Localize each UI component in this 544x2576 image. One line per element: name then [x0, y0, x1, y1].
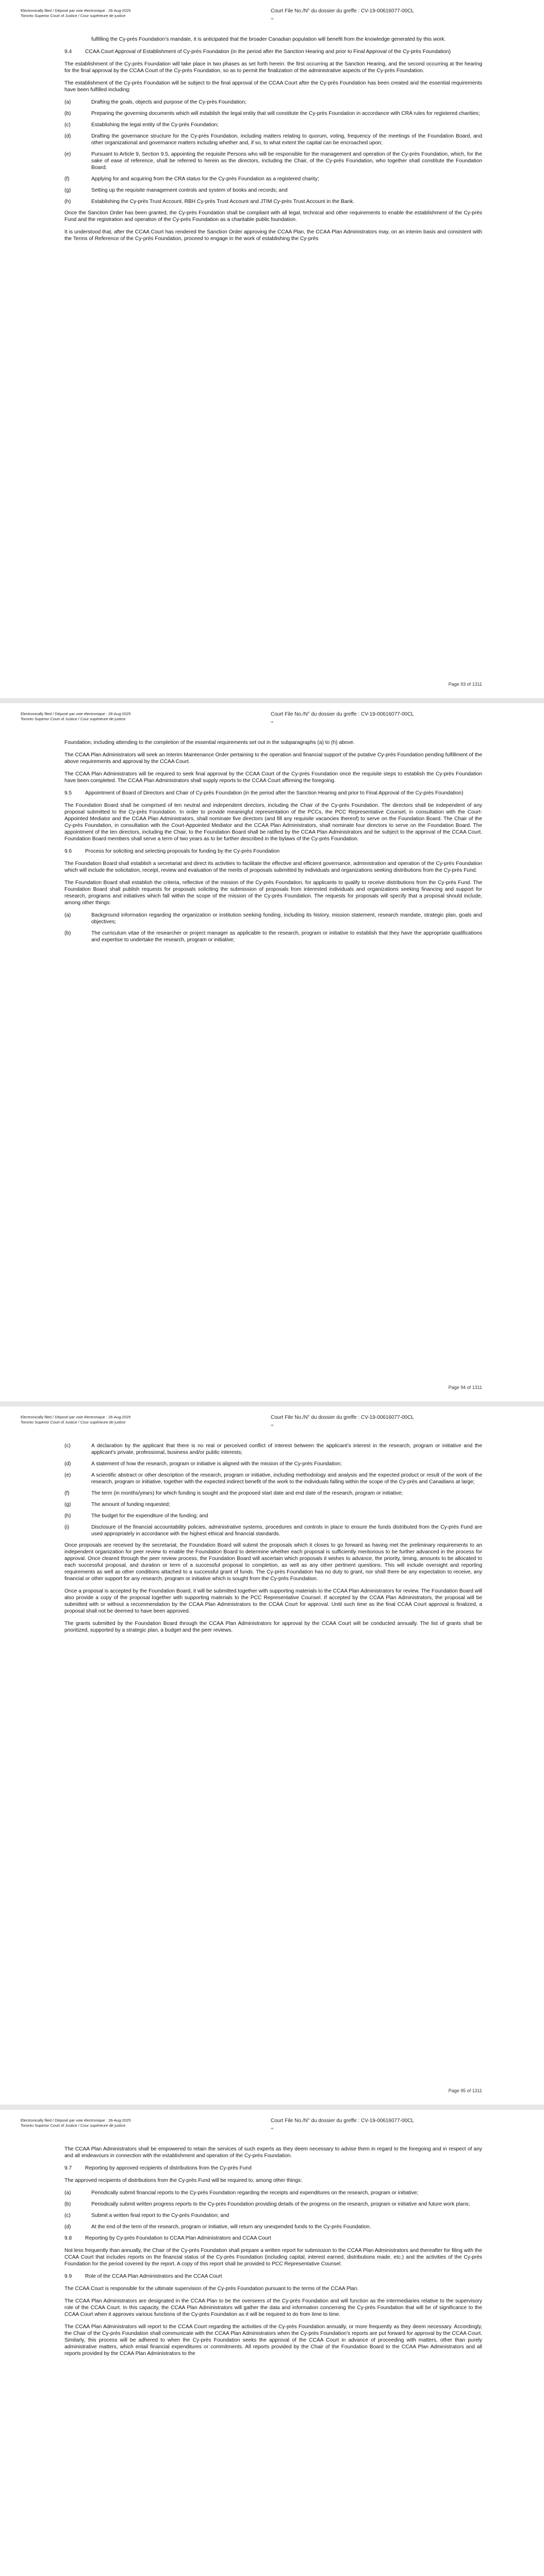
court-file-label: Court File No./N° du dossier du greffe : CV-19-00616077-00CL: [271, 8, 414, 14]
court-file-number: [271, 2118, 414, 2131]
section-heading: [64, 2235, 482, 2242]
filing-stamp: [21, 1415, 130, 1425]
list-item-label: (a): [64, 99, 71, 105]
list-item-label: (g): [64, 1502, 71, 1507]
list-item-text: The amount of funding requested;: [91, 1502, 170, 1507]
section-number: 9.6: [64, 849, 72, 854]
list-item-label: (e): [64, 151, 71, 157]
list-item: [64, 133, 482, 146]
paragraph: Once a proposal is accepted by the Foundation Board, it will be submitted together with supporting materials to the CCAA Plan Administrators for review. The Foundation Board will also provide a copy of the proposal together with supporting materials to the PCC Representative Counsel. If accepted by the CCAA Plan Administrators, the proposal will be submitted with or without a recommendation by the CCAA Plan Administrators to the CCAA Court for approval. Until such time as the final CCAA Court approval is finalized, a proposal shall not be deemed to have been approved.: [64, 1588, 482, 1614]
list-item-text: Setting up the requisite management controls and system of books and records; and: [91, 188, 288, 193]
list-item: [64, 1513, 482, 1519]
court-file-mark: ᵤᵤ: [271, 1423, 274, 1427]
court-file-number: [271, 711, 414, 725]
paragraph: Foundation, including attending to the completion of the essential requirements set out in the subparagraphs (a) to (h) above.: [64, 740, 355, 745]
section-heading: [64, 48, 482, 55]
paragraph: The approved recipients of distributions from the Cy-près Fund will be required to, among other things:: [64, 2178, 302, 2183]
list-item: [64, 122, 482, 128]
list-item-label: (e): [64, 1472, 71, 1478]
section-number: 9.8: [64, 2235, 72, 2241]
page-number: Page 93 of 1311: [448, 682, 482, 687]
filing-stamp-line2: Toronto Superior Court of Justice / Cour supérieure de justice: [21, 1420, 126, 1425]
list-item-label: (d): [64, 1461, 71, 1467]
list-item-label: (d): [64, 2224, 71, 2230]
paragraph: Once proposals are received by the secretariat, the Foundation Board will submit the proposals which it closes to go forward as having met the preliminary requirements to an independent organization for peer review to enable the Foundation Board to determine whether each proposal is sufficiently meritorious to be further advanced in the process for approval. Once cleared through the peer review process, the Foundation Board will ascertain which proposals it wishes to advance, the priority, timing, amounts to be allocated to each successful proposal, and duration or term of a successful proposal to completion, as well as any other pertinent questions. This will include oversight and reporting requirements as well as other conditions attached to a successful grant of funds. The Cy-près Foundation has no duty to grant, nor shall there be any expectation to receive, any financial or other support for any research, program or initiative which is sought from the Cy-près Foundation.: [64, 1543, 482, 1582]
page-body: [64, 36, 482, 248]
list-item-label: (c): [64, 1443, 71, 1449]
paragraph: The Foundation Board shall establish a secretariat and direct its activities to facilitate the effective and efficient governance, administration and operation of the Cy-près Foundation which will include the solicitation, receipt, review and evaluation of the merits of proposals submitted by individuals and organizations seeking distributions from the Cy-près Fund.: [64, 861, 482, 873]
section-title: Appointment of Board of Directors and Chair of Cy-près Foundation (in the period after the Sanction Hearing and prior to Final Approval of the Cy-près Foundation): [85, 790, 464, 796]
section-heading: [64, 2273, 482, 2280]
list-item-text: Applying for and acquiring from the CRA status for the Cy-près Foundation as a registered charity;: [91, 176, 319, 182]
section-title: Process for soliciting and selecting proposals for funding by the Cy-près Foundation: [85, 849, 280, 854]
page-number: Page 94 of 1311: [448, 1385, 482, 1390]
filing-stamp-line1: Electronically filed / Déposé par voie électronique : 26-Aug-2025: [21, 2118, 131, 2123]
list-item: [64, 1501, 482, 1508]
list-item: [64, 187, 482, 194]
section-title: Role of the CCAA Plan Administrators and the CCAA Court: [85, 2274, 222, 2279]
paragraph: The grants submitted by the Foundation Board through the CCAA Plan Administrators for approval by the CCAA Court will be conducted annually. The list of grants shall be prioritized, supported by a strategic plan, a budget and the peer reviews.: [64, 1621, 482, 1633]
list-item-text: The budget for the expenditure of the funding; and: [91, 1513, 208, 1519]
list-item: [64, 912, 482, 925]
section-heading: [64, 790, 482, 796]
page-body: [64, 1443, 482, 1639]
paragraph: The Foundation Board shall establish the criteria, reflective of the mission of the Cy-près Foundation, for applicants to qualify to receive distributions from the Cy-près Fund. The Foundation Board shall publish requests for proposals soliciting the submission of proposals from interested individuals and organizations seeking financing and support for research, programs and initiatives which fall within the scope of the mission of the Cy-près Foundation. The requests for proposals will specify that a proposal should include, among other things:: [64, 880, 482, 906]
section-number: 9.5: [64, 790, 72, 796]
list-item-text: The curriculum vitae of the researcher or project manager as applicable to the research, program or initiative to establish that they have the appropriate qualifications and expertise to undertake the research, program or initiative;: [91, 930, 482, 943]
paragraph: The CCAA Plan Administrators shall be empowered to retain the services of such experts as they deem necessary to advise them in regard to the foregoing and in respect of any and all endeavours in connection with the establishment and operation of the Cy-près Foundation.: [64, 2146, 482, 2159]
list-item-text: Drafting the governance structure for the Cy-près Foundation, including matters relating to quorum, voting, frequency of the meetings of the Foundation Board, and other organizational and governance matters including whether and, if so, to what extent the capital can be encroached upon;: [91, 133, 482, 146]
paragraph: Not less frequently than annually, the Chair of the Cy-près Foundation shall prepare a written report for submission to the CCAA Plan Administrators and thereafter for filing with the CCAA Court that includes reports on the financial status of the Cy-près Foundation (including capital, interest earned, distributions made, etc.) and the activities of the Cy-près Foundation for the period covered by the report. A copy of this report shall be provided to PCC Representative Counsel.: [64, 2248, 482, 2267]
document-page: [0, 0, 544, 698]
list-item: [64, 1443, 482, 1456]
list-item-text: The term (in months/years) for which funding is sought and the proposed start date and end date of the research, program or initiative;: [91, 1490, 403, 1496]
continued-item-text: fulfilling the Cy-près Foundation’s mandate, it is anticipated that the broader Canadian population will benefit from the knowledge generated by this work.: [91, 37, 446, 42]
list-item-label: (a): [64, 912, 71, 918]
court-file-label: Court File No./N° du dossier du greffe : CV-19-00616077-00CL: [271, 711, 414, 717]
list-item-text: A scientific abstract or other description of the research, program or initiative, including methodology and analysis and the expected product or result of the work of the research, program or initiative, together with the expected indirect benefit of the work to the individuals falling within the scope of the Cy-près and Canadians at large;: [91, 1472, 482, 1485]
list-item-label: (b): [64, 930, 71, 936]
section-number: 9.7: [64, 2165, 72, 2171]
list-item: [64, 151, 482, 171]
list-item-text: Background information regarding the organization or institution seeking funding, including its history, mission statement, research mandate, strategic plan, goals and objectives;: [91, 912, 482, 925]
list-item: [64, 1472, 482, 1485]
list-item: [64, 110, 482, 117]
page-body: [64, 2146, 482, 2363]
list-item-text: Submit a written final report to the Cy-près Foundation; and: [91, 2213, 229, 2218]
list-item-label: (d): [64, 133, 71, 139]
filing-stamp: [21, 8, 130, 19]
list-item: [64, 198, 482, 205]
paragraph: The CCAA Plan Administrators will be required to seek final approval by the CCAA Court of the Cy-près Foundation once the requisite steps to establish the Cy-près Foundation have been completed. The CCAA Plan Administrators shall supply reports to the CCAA Court affirming the foregoing.: [64, 771, 482, 784]
filing-stamp-line1: Electronically filed / Déposé par voie électronique : 26-Aug-2025: [21, 711, 131, 716]
list-item-text: Disclosure of the financial accountability policies, administrative systems, procedures and controls in place to ensure the funds distributed from the Cy-près Fund are used appropriately in accordance with the highest ethical and financial standards.: [91, 1524, 482, 1537]
court-file-mark: ᵤᵤ: [271, 16, 274, 20]
list-item: [64, 99, 482, 106]
list-item: [64, 930, 482, 943]
list-item: [64, 2201, 482, 2208]
document-page: [0, 1406, 544, 2105]
section-heading: [64, 2165, 482, 2172]
section-title: CCAA Court Approval of Establishment of Cy-près Foundation (in the period after the Sanction Hearing and prior to Final Approval of the Cy-près Foundation): [85, 49, 451, 55]
paragraph: The establishment of the Cy-près Foundation will take place in two phases as set forth herein: the first occurring at the Sanction Hearing, and the second occurring at the hearing for the final approval by the CCAA Court of the Cy-près Foundation, so as to permit the finalization of the administrative aspects of the Cy-près Foundation.: [64, 61, 482, 74]
list-item-text: Establishing the Cy-près Trust Account, RBH Cy-près Trust Account and JTIM Cy-près Trust Account in the Bank.: [91, 199, 355, 205]
list-item-label: (f): [64, 1490, 70, 1496]
list-item-label: (b): [64, 2201, 71, 2207]
court-file-number: [271, 1415, 414, 1428]
filing-stamp: [21, 2118, 130, 2128]
list-item-label: (f): [64, 176, 70, 182]
list-item: [64, 2212, 482, 2219]
list-item-text: At the end of the term of the research, program or initiative, will return any unexpended funds to the Cy-près Foundation.: [91, 2224, 371, 2230]
list-item-label: (g): [64, 188, 71, 193]
court-file-mark: ᵤᵤ: [271, 720, 274, 723]
list-item: [64, 2190, 482, 2196]
paragraph: The establishment of the Cy-près Foundation will be subject to the final approval of the CCAA Court after the Cy-près Foundation has been created and the essential requirements have been fulfilled including:: [64, 80, 482, 93]
filing-stamp: [21, 711, 130, 722]
paragraph: The CCAA Plan Administrators will seek an Interim Maintenance Order pertaining to the operation and financial support of the putative Cy-près Foundation pending fulfillment of the above requirements and approval by the CCAA Court.: [64, 752, 482, 765]
court-file-mark: ᵤᵤ: [271, 2126, 274, 2130]
section-title: Reporting by Cy-près Foundation to CCAA Plan Administrators and CCAA Court: [85, 2235, 271, 2241]
paragraph: It is understood that, after the CCAA Court has rendered the Sanction Order approving the CCAA Plan, the CCAA Plan Administrators may, on an interim basis and consistent with the Terms of Reference of the Cy-près Foundation, proceed to engage in the work of establishing the Cy-près: [64, 229, 482, 242]
court-file-label: Court File No./N° du dossier du greffe : CV-19-00616077-00CL: [271, 1415, 414, 1420]
filing-stamp-line1: Electronically filed / Déposé par voie électronique : 26-Aug-2025: [21, 8, 131, 13]
list-item-label: (h): [64, 199, 71, 205]
court-file-number: [271, 8, 414, 22]
section-number: 9.4: [64, 49, 72, 55]
list-item-label: (c): [64, 122, 71, 128]
page-body: [64, 739, 482, 948]
list-item-text: Periodically submit financial reports to the Cy-près Foundation regarding the receipts and expenditures on the research, program or initiative;: [91, 2190, 419, 2196]
document-page: [0, 703, 544, 1401]
paragraph: The CCAA Court is responsible for the ultimate supervision of the Cy-près Foundation pursuant to the terms of the CCAA Plan.: [64, 2286, 359, 2292]
list-item-text: Establishing the legal entity of the Cy-près Foundation;: [91, 122, 219, 128]
list-item-label: (h): [64, 1513, 71, 1519]
paragraph: The Foundation Board shall be comprised of ten neutral and independent directors, including the Chair of the Cy-près Foundation. The directors shall be independent of any proposal submitted to the Cy-près Foundation. In order to provide meaningful representation of the PCCs, the PCC Representative Counsel, in consultation with the Court-Appointed Mediator and the CCAA Plan Administrators, shall nominate five directors (and fill any requisite vacancies thereof) to serve on the Foundation Board. The Chair of the Cy-près Foundation, in consultation with the Court-Appointed Mediator and the CCAA Plan Administrators, shall nominate four directors to serve on the Foundation Board. The appointment of the ten directors, including the Chair, to the Foundation Board shall be ratified by the CCAA Plan Administrators and be subject to the approval of the CCAA Court. Foundation Board members shall serve a term of two years as to be further described in the bylaws of the Cy-près Foundation.: [64, 803, 482, 842]
section-number: 9.9: [64, 2274, 72, 2279]
list-item: [64, 1461, 482, 1467]
filing-stamp-line2: Toronto Superior Court of Justice / Cour supérieure de justice: [21, 717, 126, 721]
court-file-label: Court File No./N° du dossier du greffe : CV-19-00616077-00CL: [271, 2118, 414, 2124]
section-title: Reporting by approved recipients of distributions from the Cy-près Fund: [85, 2165, 252, 2171]
list-item: [64, 1524, 482, 1537]
paragraph: Once the Sanction Order has been granted, the Cy-près Foundation shall be compliant with all legal, technical and other requirements to enable the establishment of the Cy-près Fund and the registration and operation of the Cy-près Foundation as a charitable public foundation.: [64, 210, 482, 223]
list-item-label: (a): [64, 2190, 71, 2196]
list-item-text: A statement of how the research, program or initiative is aligned with the mission of the Cy-près Foundation;: [91, 1461, 342, 1467]
filing-stamp-line2: Toronto Superior Court of Justice / Cour supérieure de justice: [21, 13, 126, 18]
list-item-label: (i): [64, 1524, 70, 1530]
list-item-text: Pursuant to Article 9, Section 9.5, appointing the requisite Persons who will be responsible for the management and operation of the Cy-près Foundation, which, for the sake of ease of reference, shall be referred to herein as the directors, including the Chair, of the Cy-près Foundation, who together shall constitute the Foundation Board;: [91, 151, 482, 171]
list-item-label: (b): [64, 111, 71, 116]
document-page: [0, 2110, 544, 2576]
paragraph: The CCAA Plan Administrators are designated in the CCAA Plan to be the overseers of the Cy-près Foundation and will function as the intermediaries relative to the supervisory role of the CCAA Court. In this capacity, the CCAA Plan Administrators will gather the data and information concerning the Cy-près Foundation that will be of significance to the CCAA Court when it approves various functions of the Cy-près Foundation as it will be required to do from time to time.: [64, 2298, 482, 2317]
list-item: [64, 176, 482, 182]
list-item: [64, 2224, 482, 2230]
list-item-text: Drafting the goals, objects and purpose of the Cy-près Foundation;: [91, 99, 246, 105]
list-item: [64, 1490, 482, 1497]
list-item-text: Preparing the governing documents which will establish the legal entity that will constitute the Cy-près Foundation in accordance with CRA rules for registered charities;: [91, 111, 480, 116]
list-item-text: Periodically submit written progress reports to the Cy-près Foundation providing details of the progress on the research, program or initiative and future work plans;: [91, 2201, 470, 2207]
page-number: Page 95 of 1311: [448, 2088, 482, 2093]
section-heading: [64, 848, 482, 855]
list-item-text: A declaration by the applicant that there is no real or perceived conflict of interest between the applicant’s interest in the research, program or initiative and the applicant’s private, professional, business and/or public interests;: [91, 1443, 482, 1455]
paragraph: The CCAA Plan Administrators will report to the CCAA Court regarding the activities of the Cy-près Foundation annually, or more frequently as they deem necessary. Accordingly, the Chair of the Cy-près Foundation shall communicate with the CCAA Plan Administrators when the Cy-près Foundation’s reports are put forward for approval by the CCAA Court. Similarly, this process will be adhered to when the Cy-près Foundation seeks the approval of the CCAA Court in advance of proceeding with matters, other than purely administrative matters, which entail financial expenditures or commitments. All reports provided by the Chair of the Foundation Board to the CCAA Plan Administrators and all reports provided by the CCAA Plan Administrators to the: [64, 2324, 482, 2357]
list-item-label: (c): [64, 2213, 71, 2218]
filing-stamp-line2: Toronto Superior Court of Justice / Cour supérieure de justice: [21, 2123, 126, 2128]
filing-stamp-line1: Electronically filed / Déposé par voie électronique : 26-Aug-2025: [21, 1415, 131, 1419]
